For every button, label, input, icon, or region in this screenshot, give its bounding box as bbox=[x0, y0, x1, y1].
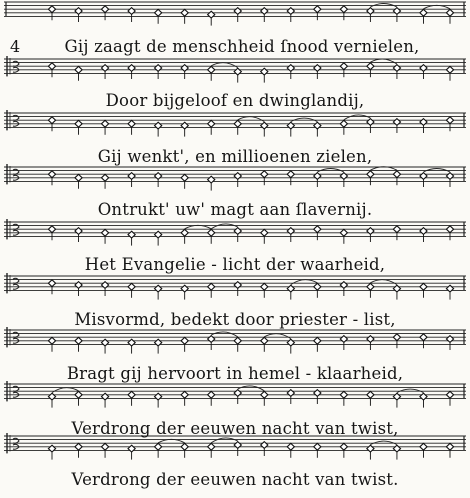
note-head bbox=[128, 283, 135, 290]
note-head bbox=[446, 391, 453, 398]
note-head bbox=[340, 336, 347, 343]
lyric-line-9: Verdrong der eeuwen nacht van twist. bbox=[71, 470, 399, 489]
note-head bbox=[420, 334, 427, 341]
slur bbox=[370, 59, 397, 64]
note-head bbox=[393, 171, 400, 178]
note-head bbox=[367, 8, 374, 15]
lyric-line-4: Ontrukt' uw' magt aan ſlavernij. bbox=[97, 200, 373, 219]
note-head bbox=[234, 282, 241, 289]
note-head bbox=[287, 228, 294, 235]
note-head bbox=[446, 336, 453, 343]
note-head bbox=[155, 393, 162, 400]
note-head bbox=[101, 339, 108, 346]
note-head bbox=[128, 65, 135, 72]
note-head bbox=[367, 63, 374, 70]
note-head bbox=[287, 285, 294, 292]
note-head bbox=[48, 393, 55, 400]
note-head bbox=[208, 66, 215, 73]
note-head bbox=[261, 442, 268, 449]
note-head bbox=[287, 390, 294, 397]
note-head bbox=[393, 8, 400, 15]
note-head bbox=[314, 6, 321, 13]
note-head bbox=[261, 68, 268, 75]
note-head bbox=[155, 122, 162, 129]
slur bbox=[211, 438, 238, 443]
note-head bbox=[75, 66, 82, 73]
note-head bbox=[287, 65, 294, 72]
note-head bbox=[208, 120, 215, 127]
note-head bbox=[314, 65, 321, 72]
staff-2 bbox=[4, 56, 466, 83]
note-head bbox=[314, 443, 321, 450]
note-head bbox=[340, 120, 347, 127]
note-head bbox=[48, 171, 55, 178]
note-head bbox=[208, 336, 215, 343]
note-head bbox=[155, 339, 162, 346]
note-head bbox=[128, 391, 135, 398]
lyric-line-3: Gij wenkt', en millioenen zielen, bbox=[97, 147, 373, 166]
note-head bbox=[234, 120, 241, 127]
note-head bbox=[367, 171, 374, 178]
note-head bbox=[75, 120, 82, 127]
note-head bbox=[155, 443, 162, 450]
lyric-line-2: Door bijgeloof en dwinglandij, bbox=[105, 91, 365, 110]
note-head bbox=[446, 9, 453, 16]
note-head bbox=[420, 119, 427, 126]
note-head bbox=[128, 231, 135, 238]
note-head bbox=[367, 228, 374, 235]
slur bbox=[211, 332, 238, 337]
note-head bbox=[393, 334, 400, 341]
note-head bbox=[446, 226, 453, 233]
note-head bbox=[340, 229, 347, 236]
note-head bbox=[75, 443, 82, 450]
note-head bbox=[340, 63, 347, 70]
note-head bbox=[155, 285, 162, 292]
note-head bbox=[287, 8, 294, 15]
note-head bbox=[420, 173, 427, 180]
note-head bbox=[420, 9, 427, 16]
note-head bbox=[181, 65, 188, 72]
slur bbox=[264, 334, 291, 339]
slur bbox=[291, 280, 318, 285]
staff-5 bbox=[4, 219, 466, 246]
slur bbox=[344, 115, 371, 120]
note-head bbox=[340, 391, 347, 398]
note-head bbox=[234, 68, 241, 75]
note-head bbox=[181, 174, 188, 181]
note-head bbox=[128, 339, 135, 346]
note-head bbox=[48, 280, 55, 287]
note-head bbox=[75, 228, 82, 235]
slur bbox=[52, 388, 79, 393]
lyric-line-8: Verdrong der eeuwen nacht van twist, bbox=[71, 419, 399, 438]
note-head bbox=[181, 122, 188, 129]
note-head bbox=[446, 285, 453, 292]
lyric-line-7: Bragt gij hervoort in hemel - klaarheid, bbox=[66, 364, 404, 383]
note-head bbox=[367, 336, 374, 343]
note-head bbox=[208, 11, 215, 18]
note-head bbox=[340, 6, 347, 13]
note-head bbox=[340, 173, 347, 180]
staff-7 bbox=[4, 327, 466, 354]
note-head bbox=[446, 173, 453, 180]
note-head bbox=[48, 117, 55, 124]
note-head bbox=[287, 171, 294, 178]
note-head bbox=[340, 282, 347, 289]
slur bbox=[211, 224, 238, 229]
note-head bbox=[181, 9, 188, 16]
note-head bbox=[208, 391, 215, 398]
note-head bbox=[75, 8, 82, 15]
slur bbox=[238, 386, 265, 391]
note-head bbox=[208, 229, 215, 236]
note-head bbox=[155, 231, 162, 238]
note-head bbox=[367, 283, 374, 290]
note-head bbox=[101, 229, 108, 236]
slur bbox=[238, 117, 265, 122]
note-head bbox=[75, 174, 82, 181]
note-head bbox=[446, 443, 453, 450]
note-head bbox=[48, 337, 55, 344]
note-head bbox=[181, 285, 188, 292]
note-head bbox=[128, 173, 135, 180]
note-head bbox=[128, 445, 135, 452]
note-head bbox=[420, 283, 427, 290]
staff-4 bbox=[4, 164, 466, 191]
note-head bbox=[101, 393, 108, 400]
note-head bbox=[393, 226, 400, 233]
staff-1 bbox=[4, 2, 466, 26]
note-head bbox=[101, 443, 108, 450]
note-head bbox=[208, 443, 215, 450]
note-head bbox=[314, 390, 321, 397]
note-head bbox=[420, 393, 427, 400]
note-head bbox=[314, 122, 321, 129]
note-head bbox=[287, 339, 294, 346]
note-head bbox=[75, 337, 82, 344]
note-head bbox=[261, 229, 268, 236]
lyric-line-1: Gij zaagt de menschheid ſnood vernielen, bbox=[64, 37, 420, 56]
note-head bbox=[75, 282, 82, 289]
note-head bbox=[393, 445, 400, 452]
note-head bbox=[181, 337, 188, 344]
staff-6 bbox=[4, 273, 466, 300]
note-head bbox=[75, 391, 82, 398]
note-head bbox=[208, 176, 215, 183]
note-head bbox=[48, 226, 55, 233]
slur bbox=[370, 280, 397, 285]
note-head bbox=[446, 117, 453, 124]
note-head bbox=[155, 65, 162, 72]
note-head bbox=[234, 228, 241, 235]
note-head bbox=[234, 390, 241, 397]
note-head bbox=[287, 443, 294, 450]
staff-8 bbox=[4, 381, 466, 408]
note-head bbox=[234, 337, 241, 344]
note-head bbox=[314, 283, 321, 290]
note-head bbox=[101, 6, 108, 13]
note-head bbox=[367, 391, 374, 398]
note-head bbox=[101, 65, 108, 72]
note-head bbox=[420, 65, 427, 72]
note-head bbox=[48, 63, 55, 70]
lyric-line-5: Het Evangelie - licht der waarheid, bbox=[84, 255, 386, 274]
note-head bbox=[314, 337, 321, 344]
note-head bbox=[48, 445, 55, 452]
note-head bbox=[234, 173, 241, 180]
note-head bbox=[261, 8, 268, 15]
note-head bbox=[261, 122, 268, 129]
note-head bbox=[181, 443, 188, 450]
slur bbox=[211, 63, 238, 68]
note-head bbox=[446, 66, 453, 73]
note-head bbox=[420, 443, 427, 450]
note-head bbox=[181, 391, 188, 398]
note-head bbox=[367, 445, 374, 452]
note-head bbox=[128, 8, 135, 15]
note-head bbox=[155, 9, 162, 16]
lyric-line-6: Misvormd, bedekt door priester - list, bbox=[74, 310, 396, 329]
note-head bbox=[287, 122, 294, 129]
note-head bbox=[234, 442, 241, 449]
note-head bbox=[261, 337, 268, 344]
note-head bbox=[420, 228, 427, 235]
note-head bbox=[155, 173, 162, 180]
staff-3 bbox=[4, 110, 466, 137]
note-head bbox=[128, 120, 135, 127]
note-head bbox=[101, 282, 108, 289]
verse-number: 4 bbox=[10, 37, 21, 56]
note-head bbox=[208, 283, 215, 290]
note-head bbox=[393, 393, 400, 400]
note-head bbox=[393, 119, 400, 126]
note-head bbox=[234, 8, 241, 15]
note-head bbox=[314, 226, 321, 233]
note-head bbox=[367, 119, 374, 126]
note-head bbox=[314, 173, 321, 180]
note-head bbox=[261, 391, 268, 398]
note-head bbox=[261, 283, 268, 290]
note-head bbox=[101, 120, 108, 127]
note-head bbox=[340, 443, 347, 450]
note-head bbox=[261, 171, 268, 178]
note-head bbox=[393, 65, 400, 72]
note-head bbox=[181, 229, 188, 236]
note-head bbox=[393, 285, 400, 292]
note-head bbox=[101, 174, 108, 181]
note-head bbox=[48, 6, 55, 13]
